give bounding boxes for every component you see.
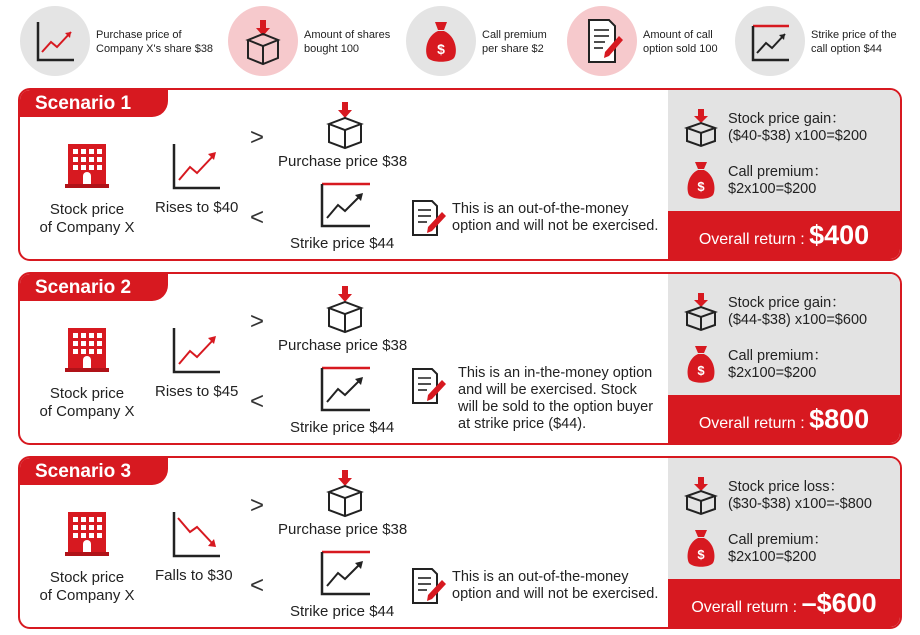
money-bag-icon <box>684 528 718 568</box>
strike-chart-icon <box>318 548 372 598</box>
result-box <box>668 274 900 443</box>
strike-price-label: Strike price $44 <box>290 235 395 252</box>
legend-item-options-sold <box>567 6 732 76</box>
note-text: This is an out-of-the-money option and will not be exercised. <box>452 569 659 602</box>
strike-price-label: Strike price $44 <box>290 603 395 620</box>
box-arrow-icon <box>682 476 720 516</box>
call-premium-text: Call premium： $2x100=$200 <box>728 532 828 565</box>
overall-return <box>668 395 900 443</box>
overall-return-value: –$600 <box>801 588 877 618</box>
svg-text:$: $ <box>697 547 705 562</box>
trend-down-icon <box>170 510 222 560</box>
stock-price-label: Stock price of Company X <box>39 201 135 236</box>
purchase-price-label: Purchase price $38 <box>278 153 408 170</box>
strike-chart-icon <box>318 364 372 414</box>
document-pen-icon <box>567 6 637 76</box>
legend-item-purchase-price <box>20 6 220 76</box>
stock-price-label: Stock price of Company X <box>39 569 135 604</box>
legend-text: Call premium per share $2 <box>482 29 547 55</box>
legend-text: Amount of shares bought 100 <box>304 29 391 55</box>
scenario-title: Scenario 3 <box>20 458 168 485</box>
strike-chart-icon <box>318 180 372 230</box>
overall-return-label: Overall return : <box>698 415 805 432</box>
compare-greater: > <box>250 124 265 151</box>
scenario-panel-2 <box>18 272 902 445</box>
stock-loss-text: Stock price loss： ($30-$38) x100=-$800 <box>728 479 872 512</box>
overall-return-label: Overall return : <box>691 599 798 616</box>
overall-return-label: Overall return : <box>698 231 805 248</box>
box-arrow-icon <box>320 100 370 150</box>
scenario-panel-1 <box>18 88 902 261</box>
svg-text:$: $ <box>697 179 705 194</box>
box-arrow-icon <box>320 468 370 518</box>
trend-up-icon <box>170 326 222 376</box>
scenario-panel-3 <box>18 456 902 629</box>
legend-bar <box>0 0 920 82</box>
money-bag-icon <box>406 6 476 76</box>
svg-text:$: $ <box>697 363 705 378</box>
overall-return <box>668 211 900 259</box>
purchase-price-label: Purchase price $38 <box>278 337 408 354</box>
result-box <box>668 90 900 259</box>
compare-greater: > <box>250 308 265 335</box>
movement-label: Falls to $30 <box>155 567 233 584</box>
money-bag-icon <box>684 344 718 384</box>
note-text: This is an in-the-money option and will be exercised. Stock will be sold to the option buyer at strike price ($44). <box>458 365 654 432</box>
legend-text: Amount of call option sold 100 <box>643 29 718 55</box>
stock-gain-text: Stock price gain： ($44-$38) x100=$600 <box>728 295 868 328</box>
legend-text: Purchase price of Company X's share $38 <box>96 29 214 55</box>
result-box <box>668 458 900 627</box>
overall-return <box>668 579 900 627</box>
document-pen-icon <box>410 566 448 606</box>
purchase-price-label: Purchase price $38 <box>278 521 408 538</box>
scenario-title: Scenario 1 <box>20 90 168 117</box>
document-pen-icon <box>410 198 448 238</box>
legend-item-strike-price <box>735 6 915 76</box>
money-bag-icon <box>684 160 718 200</box>
compare-greater: > <box>250 492 265 519</box>
building-icon <box>62 508 112 558</box>
document-pen-icon <box>410 366 448 406</box>
note-text: This is an out-of-the-money option and will not be exercised. <box>452 201 659 234</box>
movement-label: Rises to $40 <box>155 199 239 216</box>
movement-label: Rises to $45 <box>155 383 239 400</box>
building-icon <box>62 140 112 190</box>
box-arrow-icon <box>682 292 720 332</box>
strike-chart-icon <box>735 6 805 76</box>
legend-item-shares-bought <box>228 6 408 76</box>
box-arrow-icon <box>228 6 298 76</box>
overall-return-value: $400 <box>809 220 870 250</box>
compare-less: < <box>250 572 265 599</box>
chart-up-icon <box>20 6 90 76</box>
legend-item-call-premium <box>406 6 566 76</box>
overall-return-value: $800 <box>809 404 870 434</box>
call-premium-text: Call premium： $2x100=$200 <box>728 164 828 197</box>
building-icon <box>62 324 112 374</box>
compare-less: < <box>250 388 265 415</box>
stock-gain-text: Stock price gain： ($40-$38) x100=$200 <box>728 111 868 144</box>
svg-text:$: $ <box>437 41 445 57</box>
call-premium-text: Call premium： $2x100=$200 <box>728 348 828 381</box>
box-arrow-icon <box>682 108 720 148</box>
strike-price-label: Strike price $44 <box>290 419 395 436</box>
legend-text: Strike price of the call option $44 <box>811 29 897 55</box>
trend-up-icon <box>170 142 222 192</box>
box-arrow-icon <box>320 284 370 334</box>
scenario-title: Scenario 2 <box>20 274 168 301</box>
compare-less: < <box>250 204 265 231</box>
stock-price-label: Stock price of Company X <box>39 385 135 420</box>
